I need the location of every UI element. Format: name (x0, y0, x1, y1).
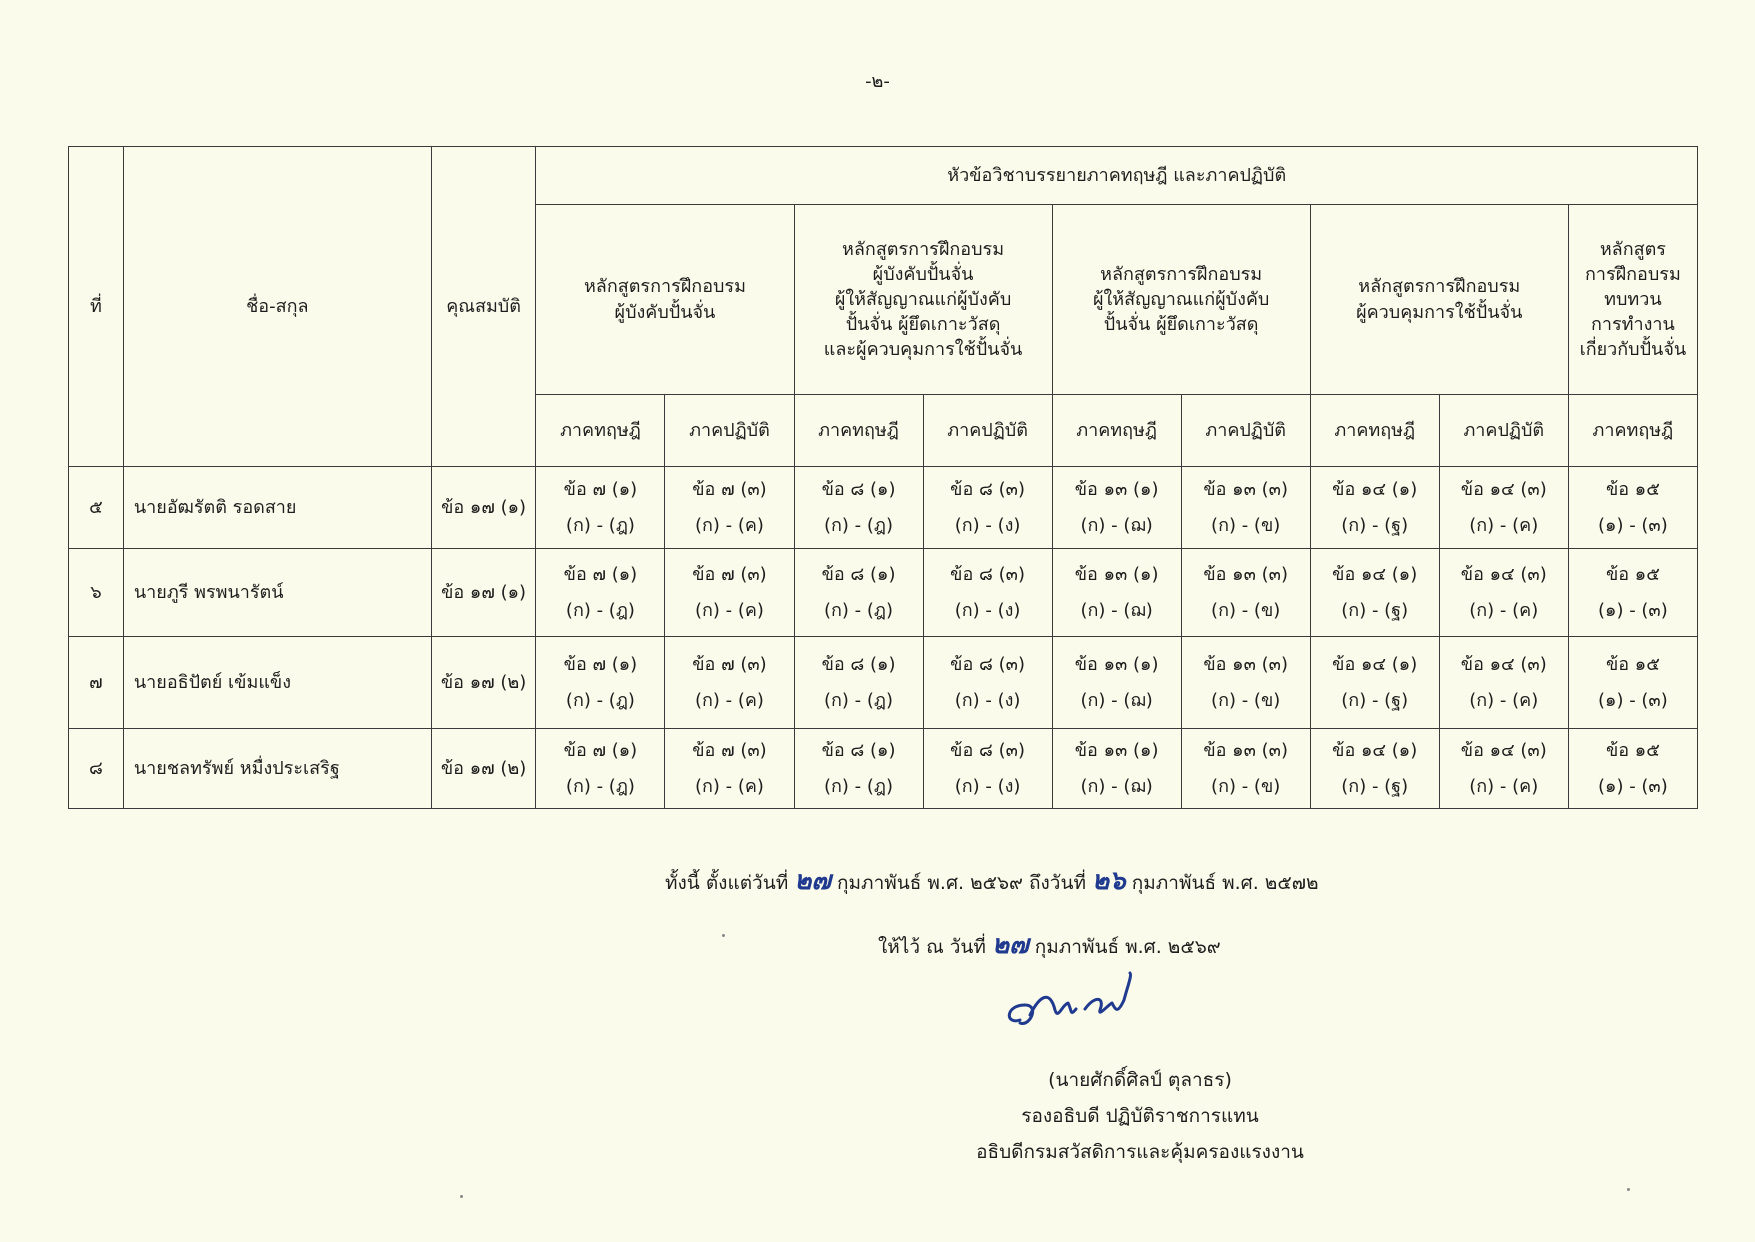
topic-range: (ก) - (ค) (694, 689, 764, 711)
signature-block (840, 1062, 1440, 1170)
topic-clause: ข้อ ๑๓ (๑) (1074, 654, 1159, 676)
topic-cell (1310, 467, 1439, 549)
topic-cell (536, 549, 665, 637)
topic-clause: ข้อ ๗ (๑) (563, 564, 638, 586)
topic-clause: ข้อ ๑๔ (๓) (1460, 564, 1547, 586)
topic-range: (ก) - (ฐ) (1341, 599, 1409, 621)
topic-clause: ข้อ ๑๔ (๑) (1332, 479, 1418, 501)
topic-cell (1181, 729, 1310, 809)
effective-period (665, 860, 1465, 901)
topic-clause: ข้อ ๑๓ (๓) (1203, 654, 1288, 676)
table-row (69, 729, 1698, 809)
course-header-line: หลักสูตรการฝึกอบรม (842, 238, 1005, 260)
handwritten-signature (1000, 965, 1160, 1045)
scan-speck (722, 934, 725, 937)
topic-range: (ก) - (ฎ) (824, 514, 894, 536)
course-header-line: หลักสูตรการฝึกอบรม (583, 276, 746, 298)
header-name: ชื่อ-สกุล (123, 147, 431, 467)
topic-cell (1052, 729, 1181, 809)
topic-range: (ก) - (ฎ) (824, 689, 894, 711)
topic-cell (1181, 549, 1310, 637)
scan-speck (460, 1195, 463, 1198)
topic-cell (1052, 549, 1181, 637)
topic-range: (๑) - (๓) (1598, 689, 1668, 711)
sub-header: ภาคปฏิบัติ (923, 395, 1052, 467)
course-header-line: ผู้บังคับปั้นจั่น (614, 301, 716, 323)
course-header-line: หลักสูตรการฝึกอบรม (1358, 276, 1521, 298)
topic-clause: ข้อ ๑๕ (1605, 740, 1660, 762)
course-header-line: และผู้ควบคุมการใช้ปั้นจั่น (823, 339, 1023, 361)
qualification: ข้อ ๑๗ (๒) (431, 729, 536, 809)
course-header-line: ผู้ให้สัญญาณแก่ผู้บังคับ (1092, 288, 1270, 310)
topic-range: (ก) - (ฐ) (1341, 775, 1409, 797)
topic-clause: ข้อ ๘ (๓) (950, 654, 1025, 676)
topic-cell (794, 729, 923, 809)
course-header-line: เกี่ยวกับปั้นจั่น (1579, 339, 1687, 361)
course-header-line: หลักสูตรการฝึกอบรม (1100, 263, 1263, 285)
topic-cell (1568, 549, 1697, 637)
topic-clause: ข้อ ๘ (๓) (950, 479, 1025, 501)
topic-range: (ก) - (ฌ) (1080, 775, 1153, 797)
topic-clause: ข้อ ๗ (๑) (563, 740, 638, 762)
topic-range: (ก) - (ฎ) (565, 775, 635, 797)
course-header-line: ผู้ควบคุมการใช้ปั้นจั่น (1356, 301, 1523, 323)
topic-clause: ข้อ ๑๔ (๑) (1332, 740, 1418, 762)
course-header-line: ปั้นจั่น ผู้ยึดเกาะวัสดุ (845, 314, 1001, 336)
row-number: ๖ (69, 549, 124, 637)
topic-range: (ก) - (ฎ) (565, 599, 635, 621)
topic-range: (ก) - (ข) (1211, 775, 1281, 797)
row-number: ๗ (69, 637, 124, 729)
trainee-name: นายอธิปัตย์ เข้มแข็ง (123, 637, 431, 729)
sub-header: ภาคทฤษฎี (794, 395, 923, 467)
sub-header: ภาคปฏิบัติ (665, 395, 794, 467)
topic-range: (ก) - (ฌ) (1080, 599, 1153, 621)
topic-cell (794, 467, 923, 549)
topic-range: (ก) - (ค) (1469, 514, 1539, 536)
topic-cell (1310, 637, 1439, 729)
topic-clause: ข้อ ๑๕ (1605, 479, 1660, 501)
topic-cell (1052, 637, 1181, 729)
topic-clause: ข้อ ๗ (๑) (563, 479, 638, 501)
period-suffix: กุมภาพันธ์ พ.ศ. ๒๕๗๒ (1131, 872, 1319, 894)
topic-range: (ก) - (ค) (694, 775, 764, 797)
signer-department: อธิบดีกรมสวัสดิการและคุ้มครองแรงงาน (976, 1141, 1304, 1164)
topic-cell (1568, 467, 1697, 549)
header-group: หัวข้อวิชาบรรยายภาคทฤษฎี และภาคปฏิบัติ (536, 147, 1698, 205)
topic-clause: ข้อ ๑๓ (๑) (1074, 564, 1159, 586)
topic-range: (ก) - (ข) (1211, 689, 1281, 711)
topic-range: (๑) - (๓) (1598, 599, 1668, 621)
topic-cell (923, 637, 1052, 729)
topic-cell (1310, 729, 1439, 809)
course-header-line: ปั้นจั่น ผู้ยึดเกาะวัสดุ (1103, 314, 1259, 336)
signer-title: รองอธิบดี ปฏิบัติราชการแทน (1021, 1105, 1259, 1128)
topic-clause: ข้อ ๗ (๑) (563, 654, 638, 676)
sub-header: ภาคทฤษฎี (536, 395, 665, 467)
topic-range: (ก) - (ฐ) (1341, 689, 1409, 711)
table-row (69, 549, 1698, 637)
topic-cell (1181, 467, 1310, 549)
course-header-5 (1568, 205, 1697, 395)
topic-clause: ข้อ ๘ (๑) (821, 654, 896, 676)
topic-range: (ก) - (ค) (1469, 689, 1539, 711)
trainee-name: นายชลทรัพย์ หมื่งประเสริฐ (123, 729, 431, 809)
topic-clause: ข้อ ๑๕ (1605, 654, 1660, 676)
topic-clause: ข้อ ๑๔ (๑) (1332, 564, 1418, 586)
topic-clause: ข้อ ๗ (๓) (692, 654, 767, 676)
topic-cell (923, 729, 1052, 809)
topic-cell (923, 549, 1052, 637)
topic-cell (536, 637, 665, 729)
course-header-3 (1052, 205, 1310, 395)
qualification: ข้อ ๑๗ (๒) (431, 637, 536, 729)
course-header-4 (1310, 205, 1568, 395)
topic-clause: ข้อ ๘ (๓) (950, 564, 1025, 586)
topic-clause: ข้อ ๘ (๑) (821, 479, 896, 501)
topic-cell (1310, 549, 1439, 637)
trainee-name: นายอัฒรัตติ รอดสาย (123, 467, 431, 549)
topic-clause: ข้อ ๑๓ (๑) (1074, 479, 1159, 501)
course-header-line: ผู้บังคับปั้นจั่น (872, 263, 974, 285)
sub-header: ภาคทฤษฎี (1310, 395, 1439, 467)
topic-range: (ก) - (ค) (1469, 599, 1539, 621)
topic-range: (ก) - (ฎ) (824, 775, 894, 797)
topic-range: (ก) - (ฎ) (565, 514, 635, 536)
course-header-2 (794, 205, 1052, 395)
table-row (69, 637, 1698, 729)
topic-range: (ก) - (ง) (954, 775, 1021, 797)
course-header-line: การทำงาน (1590, 314, 1675, 336)
given-date (878, 924, 1478, 965)
course-header-1 (536, 205, 794, 395)
topic-clause: ข้อ ๘ (๑) (821, 740, 896, 762)
topic-cell (665, 729, 794, 809)
signer-name: (นายศักดิ์ศิลป์ ตุลาธร) (1048, 1069, 1232, 1091)
topic-range: (๑) - (๓) (1598, 775, 1668, 797)
header-qualification: คุณสมบัติ (431, 147, 536, 467)
topic-range: (ก) - (ง) (954, 689, 1021, 711)
sub-header: ภาคปฏิบัติ (1181, 395, 1310, 467)
topic-cell (665, 637, 794, 729)
topic-clause: ข้อ ๗ (๓) (692, 564, 767, 586)
scan-speck (1627, 1188, 1630, 1191)
course-header-line: ผู้ให้สัญญาณแก่ผู้บังคับ (834, 288, 1012, 310)
topic-cell (1439, 467, 1568, 549)
course-header-line: การฝึกอบรม (1584, 263, 1681, 285)
topic-clause: ข้อ ๑๔ (๓) (1460, 740, 1547, 762)
period-start-day: ๒๗ (794, 866, 831, 896)
sub-header: ภาคปฏิบัติ (1439, 395, 1568, 467)
topic-range: (ก) - (ค) (694, 599, 764, 621)
period-mid: กุมภาพันธ์ พ.ศ. ๒๕๖๙ ถึงวันที่ (837, 872, 1086, 894)
trainee-table (68, 146, 1698, 809)
header-no: ที่ (69, 147, 124, 467)
given-suffix: กุมภาพันธ์ พ.ศ. ๒๕๖๙ (1034, 936, 1221, 958)
topic-clause: ข้อ ๑๓ (๑) (1074, 740, 1159, 762)
topic-cell (1181, 637, 1310, 729)
trainee-name: นายภูรี พรพนารัตน์ (123, 549, 431, 637)
topic-cell (665, 549, 794, 637)
topic-clause: ข้อ ๑๔ (๓) (1460, 654, 1547, 676)
topic-cell (536, 729, 665, 809)
topic-clause: ข้อ ๑๓ (๓) (1203, 479, 1288, 501)
topic-range: (ก) - (ง) (954, 514, 1021, 536)
given-prefix: ให้ไว้ ณ วันที่ (878, 936, 986, 958)
period-prefix: ทั้งนี้ ตั้งแต่วันที่ (665, 872, 789, 894)
topic-cell (794, 549, 923, 637)
given-day: ๒๗ (991, 930, 1029, 960)
qualification: ข้อ ๑๗ (๑) (431, 549, 536, 637)
topic-cell (1439, 729, 1568, 809)
topic-range: (ก) - (ฌ) (1080, 514, 1153, 536)
topic-range: (ก) - (ค) (1469, 775, 1539, 797)
topic-range: (ก) - (ข) (1211, 599, 1281, 621)
topic-range: (ก) - (ฐ) (1341, 514, 1409, 536)
topic-clause: ข้อ ๘ (๓) (950, 740, 1025, 762)
topic-range: (ก) - (ฎ) (565, 689, 635, 711)
topic-clause: ข้อ ๗ (๓) (692, 479, 767, 501)
topic-clause: ข้อ ๑๕ (1605, 564, 1660, 586)
sub-header: ภาคทฤษฎี (1052, 395, 1181, 467)
topic-cell (665, 467, 794, 549)
topic-range: (ก) - (ฎ) (824, 599, 894, 621)
period-end-day: ๒๖ (1092, 866, 1126, 896)
topic-cell (1568, 729, 1697, 809)
qualification: ข้อ ๑๗ (๑) (431, 467, 536, 549)
topic-cell (794, 637, 923, 729)
topic-cell (536, 467, 665, 549)
page-number: -๒- (865, 71, 890, 92)
table-row (69, 467, 1698, 549)
course-header-line: ทบทวน (1604, 288, 1662, 310)
topic-clause: ข้อ ๘ (๑) (821, 564, 896, 586)
topic-cell (1052, 467, 1181, 549)
topic-cell (1568, 637, 1697, 729)
topic-range: (ก) - (ค) (694, 514, 764, 536)
topic-range: (ก) - (ง) (954, 599, 1021, 621)
topic-cell (1439, 637, 1568, 729)
topic-cell (1439, 549, 1568, 637)
row-number: ๘ (69, 729, 124, 809)
topic-range: (ก) - (ฌ) (1080, 689, 1153, 711)
sub-header: ภาคทฤษฎี (1568, 395, 1697, 467)
topic-range: (ก) - (ข) (1211, 514, 1281, 536)
topic-range: (๑) - (๓) (1598, 514, 1668, 536)
course-header-line: หลักสูตร (1599, 238, 1666, 260)
topic-clause: ข้อ ๑๔ (๓) (1460, 479, 1547, 501)
topic-cell (923, 467, 1052, 549)
topic-clause: ข้อ ๑๓ (๓) (1203, 564, 1288, 586)
row-number: ๕ (69, 467, 124, 549)
topic-clause: ข้อ ๑๔ (๑) (1332, 654, 1418, 676)
topic-clause: ข้อ ๗ (๓) (692, 740, 767, 762)
topic-clause: ข้อ ๑๓ (๓) (1203, 740, 1288, 762)
